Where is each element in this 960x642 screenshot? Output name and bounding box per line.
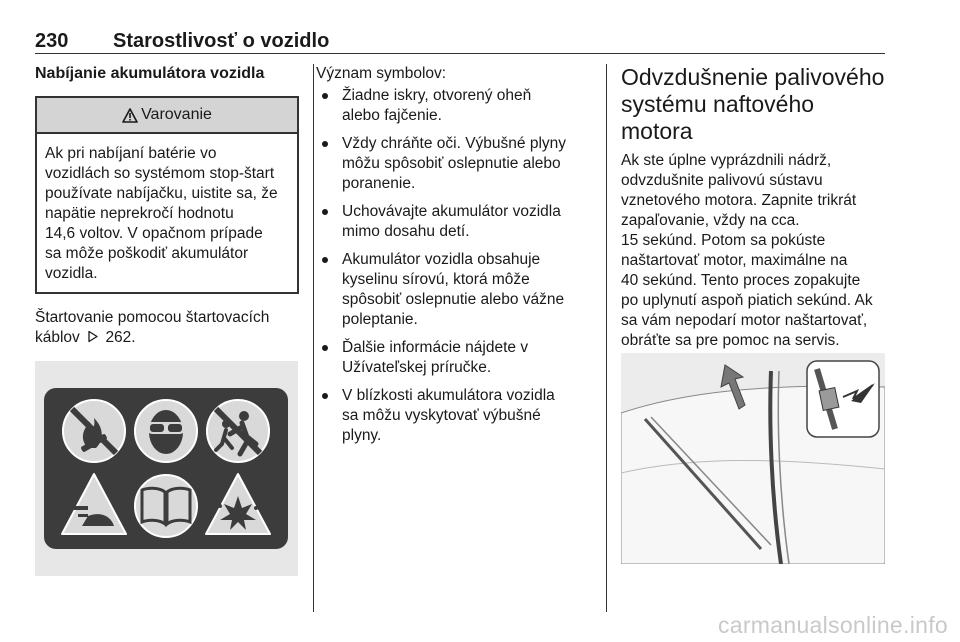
- symbol-meaning-list: [316, 86, 598, 446]
- bullet-icon: [322, 93, 328, 99]
- list-item-line: poleptanie.: [342, 311, 418, 328]
- list-item-line: V blízkosti akumulátora vozidla: [342, 387, 555, 404]
- acid-hazard-icon: [62, 474, 126, 534]
- warning-line: vozidla.: [45, 265, 98, 282]
- symbols-intro: Význam symbolov:: [316, 65, 447, 82]
- list-item-line: Ďalšie informácie nájdete v: [342, 339, 529, 356]
- warning-line: sa môže poškodiť akumulátor: [45, 245, 249, 262]
- list-item-line: alebo fajčenie.: [342, 107, 442, 124]
- body-line: naštartovať motor, maximálne na: [621, 252, 848, 269]
- list-item-line: Žiadne iskry, otvorený oheň: [342, 87, 532, 104]
- no-fire-icon: [63, 400, 125, 462]
- body-line: vznetového motora. Zapnite trikrát: [621, 192, 857, 209]
- explosive-gas-icon: [206, 474, 270, 534]
- column-left: [35, 64, 300, 382]
- list-item-line: Akumulátor vozidla obsahuje: [342, 251, 541, 268]
- chapter-title: Starostlivosť o vozidlo: [113, 30, 330, 52]
- body-line: 40 sekúnd. Tento proces zopakujte: [621, 272, 861, 289]
- list-item: [316, 86, 598, 126]
- column-right: [621, 64, 887, 400]
- list-item-line: sa môžu vyskytovať výbušné: [342, 407, 541, 424]
- list-item: [316, 386, 598, 446]
- wiper-blade-illustration: [621, 353, 885, 564]
- list-item-line: mimo dosahu detí.: [342, 223, 470, 240]
- column-divider-2: [606, 64, 607, 612]
- bullet-icon: [322, 345, 328, 351]
- body-line: Ak ste úplne vyprázdnili nádrž,: [621, 152, 832, 169]
- bullet-icon: [322, 141, 328, 147]
- list-item-line: môžu spôsobiť oslepnutie alebo: [342, 155, 561, 172]
- warning-line: napätie neprekročí hodnotu: [45, 205, 234, 222]
- list-item: [316, 134, 598, 194]
- list-item-line: Užívateľskej príručke.: [342, 359, 492, 376]
- list-item: [316, 250, 598, 330]
- body-line: po uplynutí aspoň piatich sekúnd. Ak: [621, 292, 873, 309]
- warning-line: Ak pri nabíjaní batérie vo: [45, 145, 217, 162]
- warning-triangle-icon: [122, 108, 138, 123]
- heading-line: Odvzdušnenie palivového: [621, 64, 885, 90]
- body-line: sa vám nepodarí motor naštartovať,: [621, 312, 868, 329]
- body-line: obráťte sa pre pomoc na servis.: [621, 332, 840, 349]
- warning-box: [35, 96, 299, 294]
- read-manual-icon: [135, 475, 197, 537]
- page-number: 230: [35, 30, 69, 52]
- body-line: 15 sekúnd. Potom sa pokúste: [621, 232, 826, 249]
- eye-protection-icon: [135, 400, 197, 462]
- heading-line: systému naftového motora: [621, 91, 815, 144]
- column-middle: [316, 64, 598, 454]
- bullet-icon: [322, 393, 328, 399]
- page-header: [35, 30, 885, 52]
- warning-line: 14,6 voltov. V opačnom prípade: [45, 225, 263, 242]
- list-item-line: Uchovávajte akumulátor vozidla: [342, 203, 561, 220]
- list-item-line: spôsobiť oslepnutie alebo vážne: [342, 291, 565, 308]
- column-divider-1: [313, 64, 314, 612]
- keep-away-children-icon: [207, 400, 269, 462]
- jump-start-reference: [35, 308, 300, 348]
- list-item-line: Vždy chráňte oči. Výbušné plyny: [342, 135, 567, 152]
- jump-start-line: káblov: [35, 329, 80, 346]
- list-item-line: plyny.: [342, 427, 382, 444]
- list-item: [316, 338, 598, 378]
- symbol-board: [44, 388, 288, 549]
- list-item-line: poranenie.: [342, 175, 416, 192]
- list-item: [316, 202, 598, 242]
- fuel-bleeding-heading: [621, 64, 887, 145]
- jump-start-line: Štartovanie pomocou štartovacích: [35, 309, 270, 326]
- list-item-line: kyselinu sírovú, ktorá môže: [342, 271, 530, 288]
- detail-inset: [807, 361, 879, 437]
- warning-line: vozidlách so systémom stop-štart: [45, 165, 275, 182]
- body-line: odvzdušnite palivovú sústavu: [621, 172, 823, 189]
- warning-title-bar: [37, 98, 297, 134]
- symbol-grid: [44, 388, 288, 549]
- wiper-drawing: [621, 353, 885, 564]
- battery-charging-heading: Nabíjanie akumulátora vozidla: [35, 65, 265, 82]
- fuel-bleeding-text: [621, 151, 887, 351]
- warning-body: [37, 134, 297, 292]
- warning-line: používate nabíjačku, uistite sa, že: [45, 185, 278, 202]
- page-reference-link[interactable]: 262.: [105, 329, 136, 346]
- header-rule: [35, 53, 885, 54]
- warning-title: Varovanie: [141, 106, 212, 123]
- bullet-icon: [322, 257, 328, 263]
- bullet-icon: [322, 209, 328, 215]
- page-reference-arrow-icon: [87, 330, 99, 343]
- watermark: carmanualsonline.info: [717, 612, 948, 638]
- body-line: zapaľovanie, vždy na cca.: [621, 212, 800, 229]
- battery-warning-label-image: [35, 361, 298, 576]
